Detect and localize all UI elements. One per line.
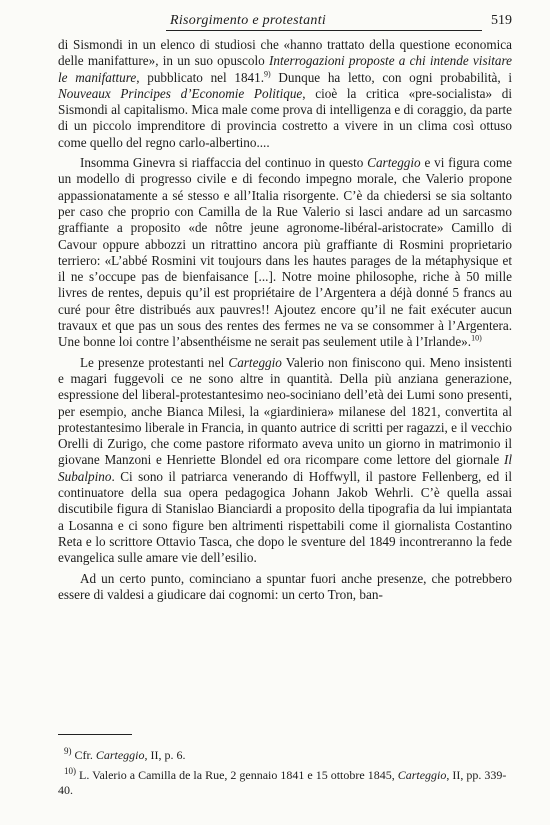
footnote-number: 9) xyxy=(64,746,72,756)
page-number: 519 xyxy=(491,13,512,28)
footnote-number: 10) xyxy=(64,766,76,776)
footnote-rule xyxy=(58,734,132,735)
paragraph-3: Le presenze protestanti nel Carteggio Valerio non finiscono qui. Meno insistenti e magari fuggevoli ce ne sono altre in quantità. Della più anziana generazione, espressione del liberal-protestantesimo neo-sociniano dell’età dei Lumi sono presenti, per esempio, anche Bianca Milesi, la «giardiniera» milanese del 1821, convertita al protestantesimo liberale in Francia, in quanto autrice di scritti per ragazzi, e il vecchio Orelli di Zurigo, che come pastore riformato aveva unito un giorno in matrimonio il giovane Manzoni e Henriette Blondel ed ora ricompare come lettore del giornale Il Subalpino. Ci sono il patriarca venerando di Hoffwyll, il pastore Fellenberg, ed il continuatore della sua opera pedagogica Johann Jakob Wehrli. C’è quella assai discutibile figura di Stanislao Bianciardi a proposito della tipografia da lui impiantata a Losanna e ci sono figure ben altrimenti rispettabili come il giornalista Costantino Reta e lo scrittore Ottavio Tasca, che dopo le sventure del 1849 incontreranno la fede evangelica sulle amare vie dell’esilio. xyxy=(58,354,513,566)
footnotes xyxy=(58,748,512,803)
footnote-10: $^{10)}$ L. Valerio a Camilla de la Rue, 2 gennaio 1841 e 15 ottobre 1845, Carteggio, II, pp. 339-40. xyxy=(58,766,507,797)
running-title: Risorgimento e protestanti xyxy=(170,13,327,28)
main-text xyxy=(58,37,512,607)
paragraph-2: Insomma Ginevra si riaffaccia del continuo in questo Carteggio e vi figura come un modello di progresso civile e di fecondo impegno morale, che Valerio propone appassionatamente a sé stesso e all’Italia risorgente. C’è da chiedersi se sia soltanto per caso che proprio con Camilla de la Rue Valerio si lasci andare ad un sarcasmo graffiante a proposito «de nôtre jeune agronome-libéral-aristocrate» Camillo di Cavour oppure abbozzi un ritrattino ancora più graffiante di Rosmini proprietario terriero: «L’abbé Rosmini vit toujours dans les hautes parages de la métaphysique et il ne s’occupe pas de bienfaisance [...]. Notre moine philosophe, riche à 50 mille livres de rentes, depuis qu’il est propriétaire de l’Argentera a déjà donné 5 francs au curé pour être distribués aux pauvres!! Ajoutez encore qu’il ne fait exécuter aucun travaux et que pas un sous des rentes des fermes ne va se consommer à l’Argentera. Une bonne loi contre l’absenthéisme ne serait pas seulement utile à l’Irlande».$^{10)}$ xyxy=(58,155,512,350)
paragraph-1: di Sismondi in un elenco di studiosi che «hanno trattato della questione economica delle manifatture», in un suo opuscolo Interrogazioni proposte a chi intende visitare le manifatture, pubblicato nel 1841.$^{9)}$ Dunque ha letto, con ogni probabilità, i Nouveaux Principes d’Economie Politique, cioè la critica «pre-socialista» di Sismondi al capitalismo. Mica male come prova di intelligenza e di coraggio, da parte di un piccolo imprenditore di provincia costretto a vivere in un clima così ottuso come quello del regno carlo-albertino.... xyxy=(58,37,512,150)
footnote-ref-10: 10) xyxy=(471,333,482,343)
running-header xyxy=(58,10,512,32)
footnote-ref-9: 9) xyxy=(264,69,271,79)
header-rule xyxy=(166,30,482,31)
footnote-9: $^{9)}$ Cfr. Carteggio, II, p. 6. xyxy=(64,746,186,762)
paragraph-4: Ad un certo punto, cominciano a spuntar fuori anche presenze, che potrebbero essere di valdesi a giudicare dai cognomi: un certo Tron, ban- xyxy=(58,570,512,602)
